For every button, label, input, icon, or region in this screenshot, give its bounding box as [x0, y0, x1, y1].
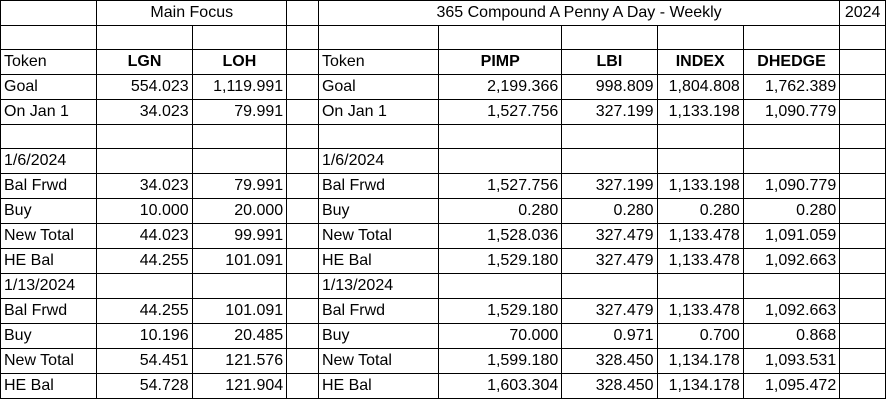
table-row: [1, 174, 886, 199]
table-row: [1, 249, 886, 274]
column-header-index[interactable]: INDEX: [657, 50, 743, 75]
row-label[interactable]: HE Bal: [1, 249, 97, 274]
empty-cell[interactable]: [287, 26, 319, 50]
empty-cell[interactable]: [657, 149, 743, 174]
table-cell[interactable]: 0.280: [657, 199, 743, 224]
table-cell[interactable]: 1,529.180: [439, 299, 562, 324]
table-cell[interactable]: 1,092.663: [743, 299, 839, 324]
table-cell[interactable]: 1,133.478: [657, 224, 743, 249]
table-cell[interactable]: 327.479: [562, 249, 657, 274]
table-cell[interactable]: 70.000: [439, 324, 562, 349]
table-cell[interactable]: 44.023: [97, 224, 192, 249]
empty-cell[interactable]: [840, 374, 886, 399]
token-header-row: [1, 50, 886, 75]
goal-pimp[interactable]: 2,199.366: [439, 75, 562, 100]
table-cell[interactable]: 34.023: [97, 174, 192, 199]
table-cell[interactable]: 1,090.779: [743, 174, 839, 199]
empty-cell[interactable]: [287, 299, 319, 324]
table-row: [1, 199, 886, 224]
right-jan1-label[interactable]: On Jan 1: [318, 100, 438, 125]
row-label[interactable]: Bal Frwd: [318, 174, 438, 199]
empty-cell[interactable]: [840, 224, 886, 249]
week-date-row: [1, 149, 886, 174]
right-week2-date[interactable]: 1/13/2024: [318, 274, 438, 299]
empty-cell[interactable]: [439, 149, 562, 174]
table-cell[interactable]: 1,603.304: [439, 374, 562, 399]
column-header-lgn[interactable]: LGN: [97, 50, 192, 75]
row-label[interactable]: HE Bal: [318, 374, 438, 399]
jan1-loh[interactable]: 79.991: [192, 100, 286, 125]
empty-cell[interactable]: [287, 274, 319, 299]
empty-cell[interactable]: [840, 125, 886, 149]
table-cell[interactable]: 1,134.178: [657, 374, 743, 399]
empty-cell[interactable]: [97, 149, 192, 174]
empty-cell[interactable]: [840, 299, 886, 324]
table-row: [1, 299, 886, 324]
cell-d1[interactable]: [287, 1, 319, 26]
jan1-index[interactable]: 1,133.198: [657, 100, 743, 125]
table-cell[interactable]: 101.091: [192, 299, 286, 324]
table-cell[interactable]: 101.091: [192, 249, 286, 274]
table-cell[interactable]: 121.576: [192, 349, 286, 374]
table-row: [1, 349, 886, 374]
left-week1-date[interactable]: 1/6/2024: [1, 149, 97, 174]
column-header-loh[interactable]: LOH: [192, 50, 286, 75]
table-cell[interactable]: 10.196: [97, 324, 192, 349]
table-cell[interactable]: 0.280: [562, 199, 657, 224]
empty-cell[interactable]: [287, 224, 319, 249]
empty-cell[interactable]: [840, 26, 886, 50]
row-label[interactable]: New Total: [318, 349, 438, 374]
empty-cell[interactable]: [439, 125, 562, 149]
jan1-lbi[interactable]: 327.199: [562, 100, 657, 125]
table-cell[interactable]: 1,134.178: [657, 349, 743, 374]
column-header-lbi[interactable]: LBI: [562, 50, 657, 75]
row-label[interactable]: HE Bal: [1, 374, 97, 399]
row-label[interactable]: Buy: [1, 324, 97, 349]
empty-cell[interactable]: [840, 75, 886, 100]
empty-cell[interactable]: [287, 199, 319, 224]
empty-cell[interactable]: [1, 26, 97, 50]
table-cell[interactable]: 0.280: [743, 199, 839, 224]
table-cell[interactable]: 0.868: [743, 324, 839, 349]
table-cell[interactable]: 1,599.180: [439, 349, 562, 374]
table-cell[interactable]: 20.485: [192, 324, 286, 349]
table-cell[interactable]: 0.971: [562, 324, 657, 349]
table-cell[interactable]: 0.280: [439, 199, 562, 224]
table-row: [1, 374, 886, 399]
blank-row: [1, 26, 886, 50]
table-cell[interactable]: 10.000: [97, 199, 192, 224]
empty-cell[interactable]: [287, 100, 319, 125]
table-cell[interactable]: 54.451: [97, 349, 192, 374]
empty-cell[interactable]: [840, 274, 886, 299]
empty-cell[interactable]: [97, 125, 192, 149]
empty-cell[interactable]: [287, 75, 319, 100]
empty-cell[interactable]: [743, 125, 839, 149]
empty-cell[interactable]: [192, 274, 286, 299]
empty-cell[interactable]: [840, 349, 886, 374]
table-cell[interactable]: 1,092.663: [743, 249, 839, 274]
goal-loh[interactable]: 1,119.991: [192, 75, 286, 100]
empty-cell[interactable]: [97, 26, 192, 50]
compound-title[interactable]: 365 Compound A Penny A Day - Weekly: [318, 1, 839, 26]
empty-cell[interactable]: [287, 149, 319, 174]
left-jan1-label[interactable]: On Jan 1: [1, 100, 97, 125]
jan1-pimp[interactable]: 1,527.756: [439, 100, 562, 125]
empty-cell[interactable]: [657, 26, 743, 50]
table-cell[interactable]: 54.728: [97, 374, 192, 399]
row-label[interactable]: Bal Frwd: [1, 174, 97, 199]
goal-lgn[interactable]: 554.023: [97, 75, 192, 100]
empty-cell[interactable]: [192, 26, 286, 50]
empty-cell[interactable]: [287, 174, 319, 199]
empty-cell[interactable]: [840, 199, 886, 224]
empty-cell[interactable]: [439, 274, 562, 299]
left-week2-date[interactable]: 1/13/2024: [1, 274, 97, 299]
table-row: [1, 224, 886, 249]
row-label[interactable]: New Total: [1, 349, 97, 374]
left-token-label[interactable]: Token: [1, 50, 97, 75]
table-cell[interactable]: 44.255: [97, 299, 192, 324]
row-label[interactable]: Buy: [318, 199, 438, 224]
empty-cell[interactable]: [192, 149, 286, 174]
row-label[interactable]: HE Bal: [318, 249, 438, 274]
goal-row: [1, 75, 886, 100]
row-label[interactable]: Bal Frwd: [318, 299, 438, 324]
table-cell[interactable]: 1,528.036: [439, 224, 562, 249]
table-cell[interactable]: 327.479: [562, 224, 657, 249]
empty-cell[interactable]: [1, 125, 97, 149]
title-row: [1, 1, 886, 26]
empty-cell[interactable]: [840, 149, 886, 174]
table-cell[interactable]: 328.450: [562, 349, 657, 374]
row-label[interactable]: New Total: [1, 224, 97, 249]
empty-cell[interactable]: [840, 249, 886, 274]
left-goal-label[interactable]: Goal: [1, 75, 97, 100]
cell-a1[interactable]: [1, 1, 97, 26]
empty-cell[interactable]: [840, 324, 886, 349]
empty-cell[interactable]: [657, 125, 743, 149]
empty-cell[interactable]: [287, 349, 319, 374]
table-cell[interactable]: 1,133.198: [657, 174, 743, 199]
right-week1-date[interactable]: 1/6/2024: [318, 149, 438, 174]
column-header-dhedge[interactable]: DHEDGE: [743, 50, 839, 75]
goal-lbi[interactable]: 998.809: [562, 75, 657, 100]
empty-cell[interactable]: [287, 249, 319, 274]
empty-cell[interactable]: [439, 26, 562, 50]
empty-cell[interactable]: [562, 26, 657, 50]
table-cell[interactable]: 44.255: [97, 249, 192, 274]
empty-cell[interactable]: [743, 26, 839, 50]
empty-cell[interactable]: [318, 125, 438, 149]
empty-cell[interactable]: [840, 100, 886, 125]
empty-cell[interactable]: [287, 125, 319, 149]
empty-cell[interactable]: [287, 50, 319, 75]
table-cell[interactable]: 121.904: [192, 374, 286, 399]
empty-cell[interactable]: [743, 149, 839, 174]
empty-cell[interactable]: [840, 50, 886, 75]
table-cell[interactable]: 327.479: [562, 299, 657, 324]
empty-cell[interactable]: [562, 149, 657, 174]
empty-cell[interactable]: [657, 274, 743, 299]
table-cell[interactable]: 328.450: [562, 374, 657, 399]
empty-cell[interactable]: [97, 274, 192, 299]
blank-row: [1, 125, 886, 149]
year-label[interactable]: 2024: [840, 1, 886, 26]
empty-cell[interactable]: [562, 274, 657, 299]
table-cell[interactable]: 99.991: [192, 224, 286, 249]
row-label[interactable]: Bal Frwd: [1, 299, 97, 324]
table-cell[interactable]: 1,529.180: [439, 249, 562, 274]
table-cell[interactable]: 1,133.478: [657, 299, 743, 324]
goal-dhedge[interactable]: 1,762.389: [743, 75, 839, 100]
table-cell[interactable]: 327.199: [562, 174, 657, 199]
table-cell[interactable]: 1,133.478: [657, 249, 743, 274]
row-label[interactable]: Buy: [318, 324, 438, 349]
empty-cell[interactable]: [840, 174, 886, 199]
table-cell[interactable]: 1,095.472: [743, 374, 839, 399]
table-cell[interactable]: 1,091.059: [743, 224, 839, 249]
empty-cell[interactable]: [287, 324, 319, 349]
right-goal-label[interactable]: Goal: [318, 75, 438, 100]
right-token-label[interactable]: Token: [318, 50, 438, 75]
table-row: [1, 324, 886, 349]
table-cell[interactable]: 20.000: [192, 199, 286, 224]
row-label[interactable]: Buy: [1, 199, 97, 224]
row-label[interactable]: New Total: [318, 224, 438, 249]
empty-cell[interactable]: [562, 125, 657, 149]
empty-cell[interactable]: [318, 26, 438, 50]
table-cell[interactable]: 1,093.531: [743, 349, 839, 374]
jan1-lgn[interactable]: 34.023: [97, 100, 192, 125]
table-cell[interactable]: 79.991: [192, 174, 286, 199]
jan1-dhedge[interactable]: 1,090.779: [743, 100, 839, 125]
week-date-row: [1, 274, 886, 299]
table-cell[interactable]: 0.700: [657, 324, 743, 349]
column-header-pimp[interactable]: PIMP: [439, 50, 562, 75]
main-focus-title[interactable]: Main Focus: [97, 1, 287, 26]
goal-index[interactable]: 1,804.808: [657, 75, 743, 100]
empty-cell[interactable]: [287, 374, 319, 399]
table-cell[interactable]: 1,527.756: [439, 174, 562, 199]
empty-cell[interactable]: [743, 274, 839, 299]
empty-cell[interactable]: [192, 125, 286, 149]
jan1-row: [1, 100, 886, 125]
